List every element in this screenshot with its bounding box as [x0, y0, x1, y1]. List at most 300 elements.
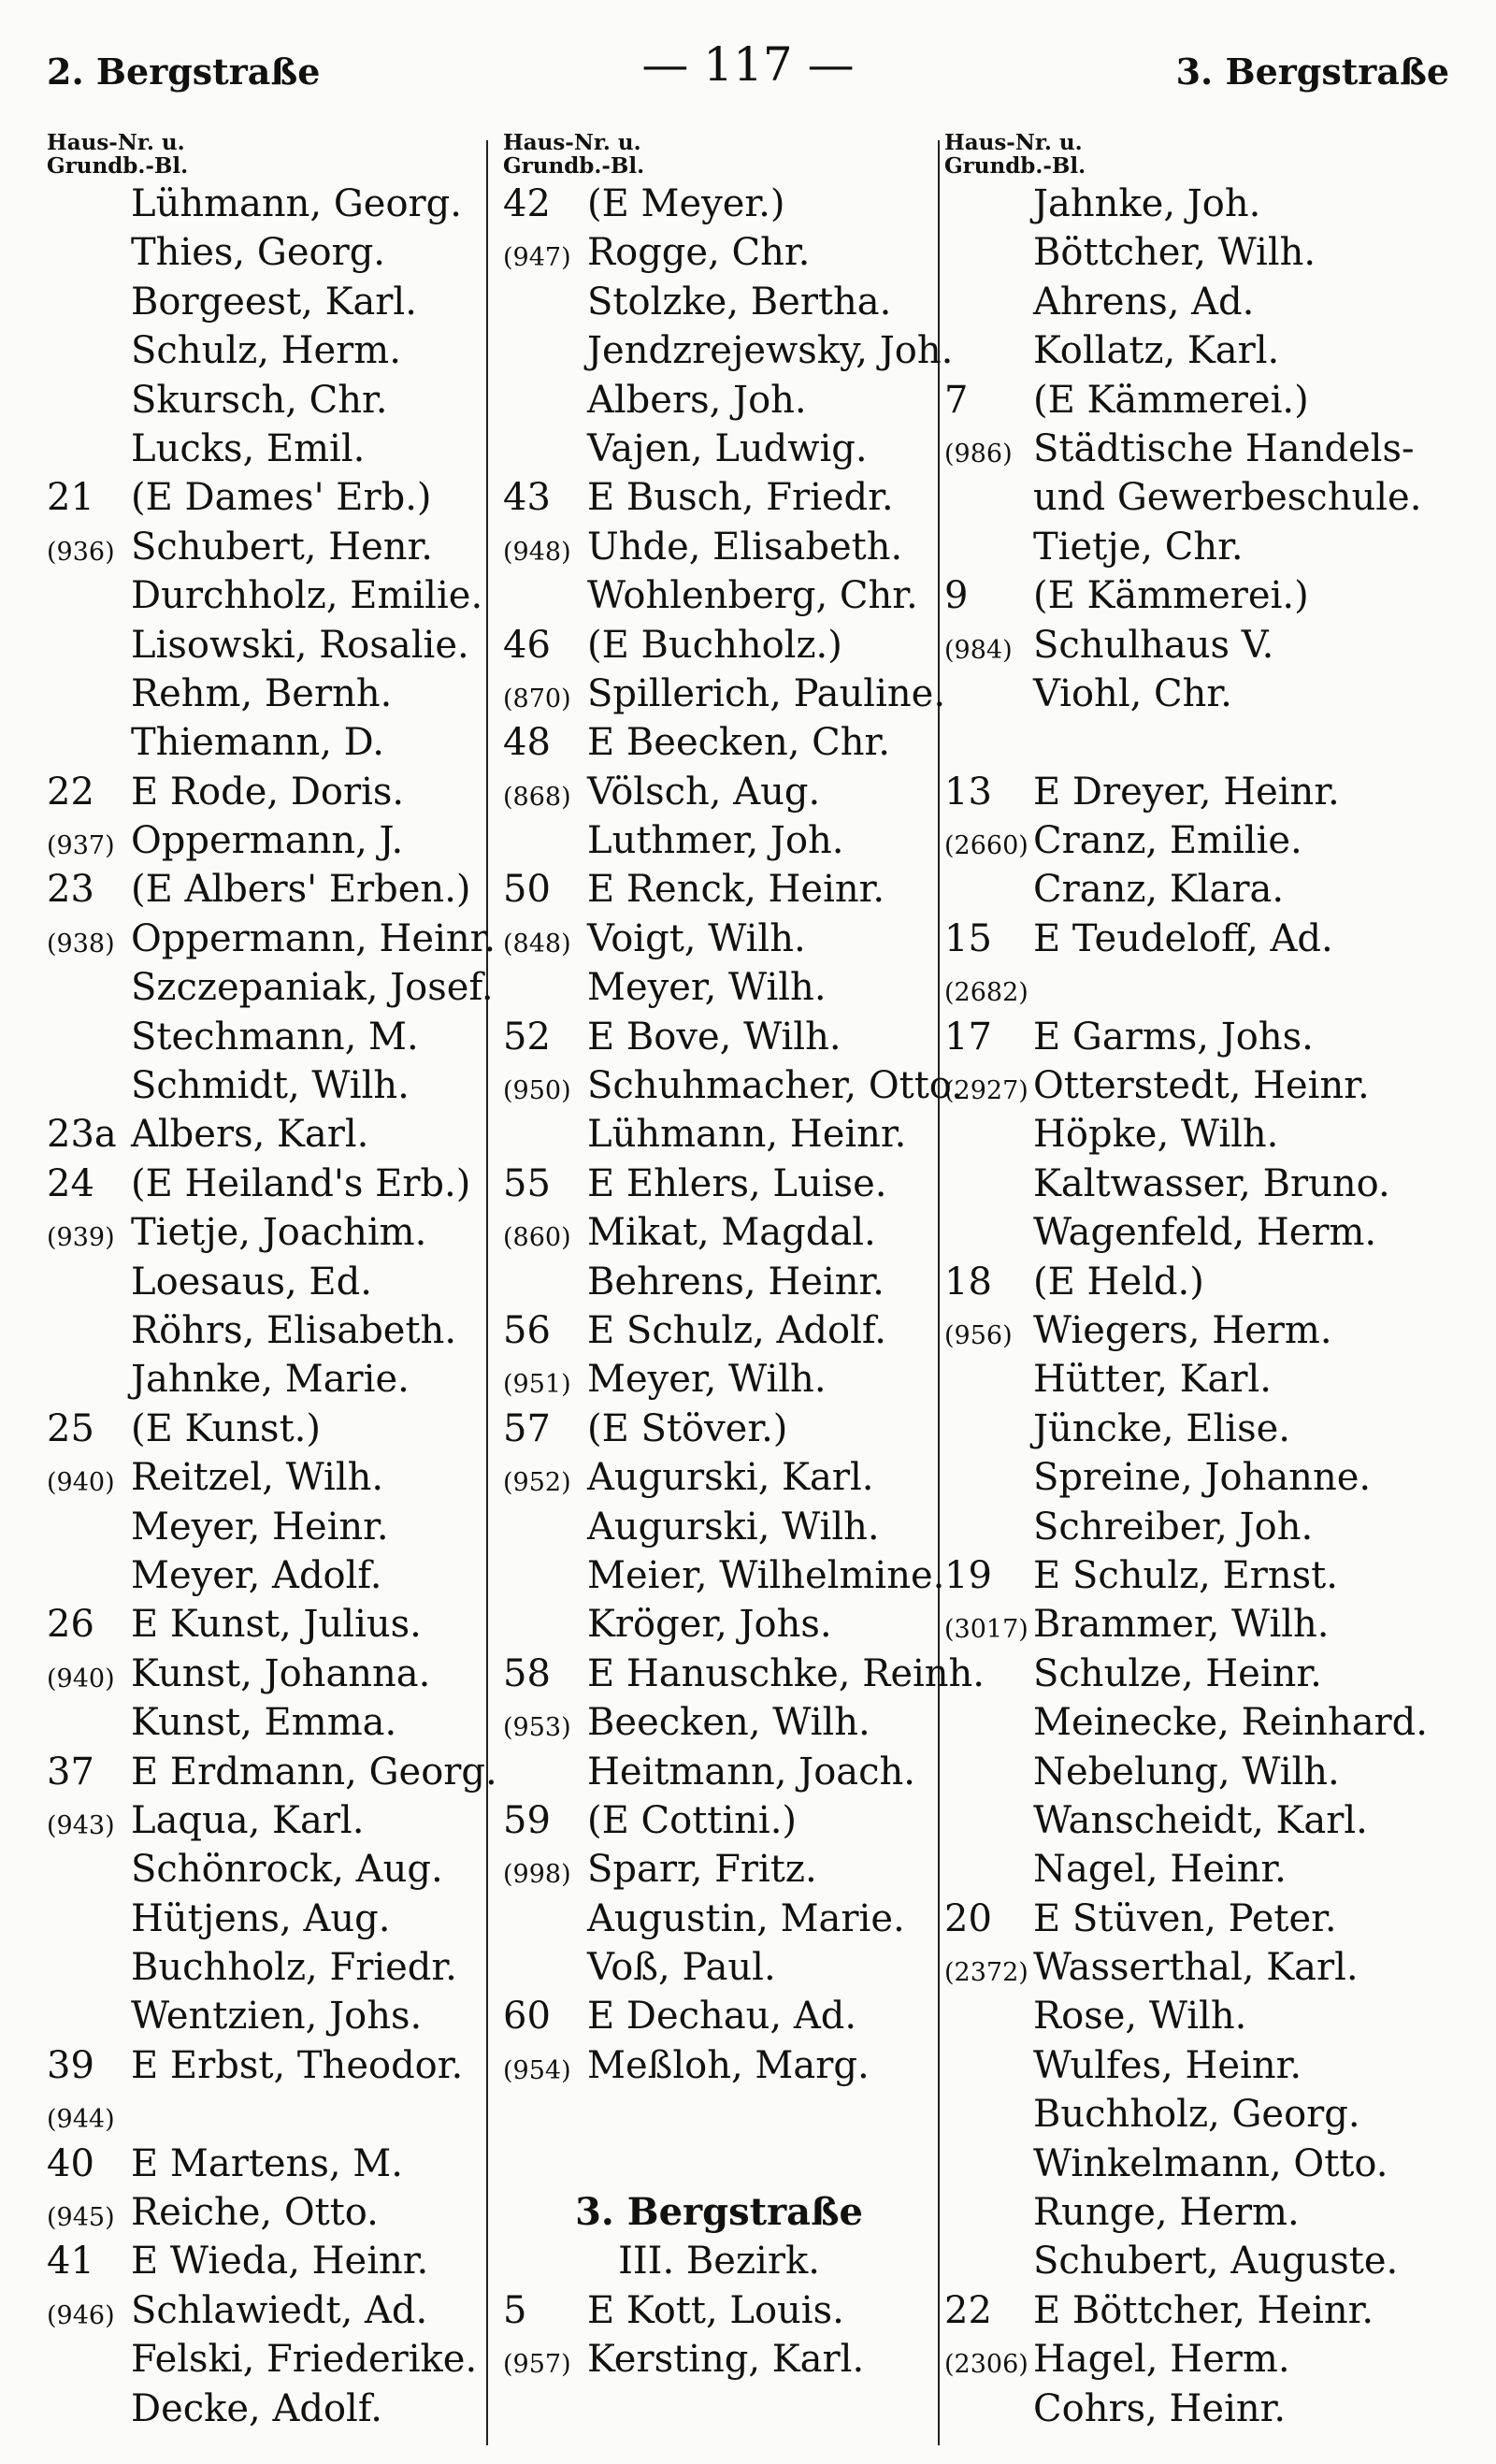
directory-entry	[503, 2286, 935, 2335]
house-number: 48	[503, 721, 551, 765]
resident-name: E Schulz, Ernst.	[1033, 1553, 1338, 1597]
resident-name: Brammer, Wilh.	[1033, 1603, 1330, 1647]
house-number: 55	[503, 1161, 551, 1205]
house-number: 24	[47, 1161, 94, 1205]
grundbuch-number: (868)	[503, 782, 571, 812]
resident-name: Rehm, Bernh.	[131, 671, 393, 715]
resident-name: Albers, Joh.	[587, 378, 807, 422]
resident-name: (E Kämmerei.)	[1033, 378, 1309, 422]
directory-entry	[944, 278, 1463, 326]
resident-name: E Kunst, Julius.	[131, 1603, 422, 1647]
directory-entry	[944, 1061, 1463, 1110]
directory-entry	[944, 1698, 1463, 1747]
grundbuch-number: (952)	[503, 1468, 571, 1498]
house-number: 39	[47, 2043, 94, 2087]
directory-entry	[47, 1503, 482, 1551]
house-number: 41	[47, 2240, 94, 2284]
house-number: 58	[503, 1651, 551, 1695]
district-label	[503, 2237, 935, 2285]
directory-entry	[47, 1160, 482, 1208]
resident-name: Kröger, Johs.	[587, 1603, 832, 1647]
directory-entry	[503, 228, 935, 277]
directory-entry	[503, 1258, 935, 1306]
directory-entry	[503, 1748, 935, 1796]
house-number: 25	[47, 1406, 94, 1450]
directory-entry	[944, 2090, 1463, 2139]
directory-entry	[47, 473, 482, 522]
resident-name: E Rode, Doris.	[131, 770, 405, 814]
house-number: 57	[503, 1406, 551, 1450]
directory-entry	[47, 1355, 482, 1404]
resident-name: E Wieda, Heinr.	[131, 2240, 429, 2284]
grundbuch-number: (954)	[503, 2055, 571, 2085]
directory-entry	[47, 2237, 482, 2285]
directory-entry	[503, 523, 935, 571]
directory-entry	[503, 1796, 935, 1845]
house-number: 22	[47, 770, 94, 814]
resident-name: Albers, Karl.	[131, 1113, 369, 1157]
directory-entry	[47, 718, 482, 767]
resident-name: (E Dames' Erb.)	[131, 476, 432, 520]
resident-name: Meßloh, Marg.	[587, 2043, 870, 2087]
resident-name: Durchholz, Emilie.	[131, 574, 483, 618]
resident-name: Decke, Adolf.	[131, 2386, 382, 2430]
directory-entry	[503, 1061, 963, 1110]
directory-entry	[47, 2335, 482, 2384]
grundbuch-number: (940)	[47, 1468, 115, 1498]
directory-entry	[47, 816, 482, 865]
running-head-right: 3. Bergstraße	[1175, 50, 1449, 93]
resident-name: Viohl, Chr.	[1033, 671, 1232, 715]
resident-name: E Beecken, Chr.	[587, 721, 890, 765]
directory-entry	[944, 2140, 1463, 2188]
directory-entry	[47, 278, 482, 326]
directory-entry	[47, 670, 482, 718]
grundbuch-number: (938)	[47, 929, 115, 958]
house-number: 19	[944, 1553, 992, 1597]
page-number: — 117 —	[641, 37, 855, 92]
resident-name: Schuhmacher, Otto.	[587, 1064, 963, 1108]
resident-name: (E Albers' Erben.)	[131, 868, 471, 912]
resident-name: Tietje, Joachim.	[131, 1211, 427, 1255]
directory-entry	[944, 865, 1463, 914]
resident-name: Winkelmann, Otto.	[1033, 2141, 1388, 2185]
resident-name: Cranz, Klara.	[1033, 868, 1285, 912]
column-header-line-1: Haus-Nr. u.	[944, 130, 1083, 155]
house-number: 42	[503, 182, 551, 225]
directory-entry	[47, 1845, 482, 1894]
house-number: 21	[47, 476, 94, 520]
house-number: 23a	[47, 1113, 117, 1157]
resident-name: E Erdmann, Georg.	[131, 1750, 497, 1794]
resident-name: Felski, Friederike.	[131, 2338, 478, 2382]
resident-name: Schlawiedt, Ad.	[131, 2288, 428, 2332]
directory-entry	[503, 1110, 935, 1159]
directory-entry	[47, 2286, 482, 2335]
directory-entry	[944, 1208, 1463, 1257]
resident-name: Jahnke, Marie.	[131, 1358, 410, 1402]
directory-entry	[944, 1013, 1463, 1061]
directory-entry	[503, 1503, 935, 1551]
resident-name: Laqua, Karl.	[131, 1798, 365, 1842]
column-header-line-1: Haus-Nr. u.	[47, 130, 185, 155]
directory-entry	[503, 326, 954, 375]
resident-name: Voß, Paul.	[587, 1946, 776, 1990]
directory-entry	[47, 1061, 482, 1110]
resident-name: Voigt, Wilh.	[587, 916, 806, 960]
resident-name: Borgeest, Karl.	[131, 280, 417, 324]
resident-name: (E Stöver.)	[587, 1406, 788, 1450]
directory-entry	[47, 523, 482, 571]
resident-name: Wanscheidt, Karl.	[1033, 1798, 1368, 1842]
resident-name: Skursch, Chr.	[131, 378, 388, 422]
directory-entry	[47, 2385, 482, 2433]
column-header	[944, 131, 1463, 180]
section-heading	[503, 2188, 935, 2237]
grundbuch-number: (2660)	[944, 831, 1028, 861]
directory-entry	[47, 963, 494, 1012]
column-header	[47, 131, 482, 180]
directory-entry	[47, 1405, 482, 1453]
resident-name: Lucks, Emil.	[131, 426, 366, 470]
directory-entry	[944, 621, 1463, 670]
resident-name: (E Held.)	[1033, 1260, 1204, 1304]
resident-name: E Hanuschke, Reinh.	[587, 1651, 985, 1695]
resident-name: Böttcher, Wilh.	[1033, 231, 1316, 275]
house-number: 59	[503, 1798, 551, 1842]
directory-entry	[47, 180, 482, 228]
grundbuch-number: (943)	[47, 1810, 115, 1840]
directory-entry	[47, 2140, 482, 2188]
directory-entry	[503, 816, 935, 865]
directory-entry	[503, 1405, 935, 1453]
directory-entry	[944, 816, 1463, 865]
resident-name: E Renck, Heinr.	[587, 868, 885, 912]
directory-entry	[944, 1845, 1463, 1894]
resident-name: E Stüven, Peter.	[1033, 1896, 1337, 1940]
directory-entry	[944, 2385, 1463, 2433]
house-number: 18	[944, 1260, 992, 1304]
resident-name: Nagel, Heinr.	[1033, 1848, 1287, 1892]
directory-entry	[944, 1453, 1463, 1502]
directory-entry	[47, 915, 496, 963]
resident-name: E Kott, Louis.	[587, 2288, 844, 2332]
directory-entry	[944, 1355, 1463, 1404]
directory-entry	[944, 1992, 1463, 2040]
resident-name: E Schulz, Adolf.	[587, 1308, 886, 1352]
grundbuch-number: (947)	[503, 243, 571, 273]
blank-line	[944, 718, 1463, 767]
resident-name: Wentzien, Johs.	[131, 1995, 423, 2039]
directory-entry	[47, 1992, 482, 2040]
directory-entry	[47, 2188, 482, 2237]
resident-name: und Gewerbeschule.	[1033, 476, 1422, 520]
directory-entry	[47, 1796, 482, 1845]
resident-name: Oppermann, J.	[131, 819, 404, 863]
resident-name: Szczepaniak, Josef.	[131, 966, 494, 1010]
resident-name: E Erbst, Theodor.	[131, 2043, 464, 2087]
directory-entry	[503, 915, 935, 963]
house-number: 7	[944, 378, 969, 422]
resident-name: Stechmann, M.	[131, 1015, 419, 1059]
directory-entry	[503, 670, 946, 718]
directory-entry	[503, 1698, 935, 1747]
directory-entry	[503, 1355, 935, 1404]
directory-entry	[47, 768, 482, 816]
resident-name: Beecken, Wilh.	[587, 1701, 870, 1745]
column-divider-2	[938, 140, 940, 2445]
directory-entry	[47, 1258, 482, 1306]
resident-name: Kersting, Karl.	[587, 2338, 865, 2382]
directory-entry	[503, 718, 935, 767]
resident-name: Buchholz, Georg.	[1033, 2093, 1360, 2137]
resident-name: Mikat, Magdal.	[587, 1211, 876, 1255]
directory-entry	[944, 670, 1463, 718]
directory-entry	[944, 1306, 1463, 1355]
house-number: 17	[944, 1015, 992, 1059]
resident-name: Otterstedt, Heinr.	[1033, 1064, 1370, 1108]
house-number: 50	[503, 868, 551, 912]
resident-name: Kunst, Emma.	[131, 1701, 397, 1745]
house-number: 22	[944, 2288, 992, 2332]
column-divider-1	[486, 140, 488, 2445]
directory-entry	[47, 1698, 482, 1747]
directory-entry	[503, 1306, 935, 1355]
directory-entry	[503, 425, 935, 473]
grundbuch-number: (860)	[503, 1223, 571, 1253]
house-number: 13	[944, 770, 992, 814]
resident-name: Augurski, Karl.	[587, 1456, 874, 1500]
resident-name: Ahrens, Ad.	[1033, 280, 1255, 324]
resident-name: Spillerich, Pauline.	[587, 671, 946, 715]
directory-entry	[503, 865, 935, 914]
resident-name: Luthmer, Joh.	[587, 819, 844, 863]
resident-name: Buchholz, Friedr.	[131, 1946, 457, 1990]
directory-entry	[503, 2335, 935, 2384]
column-header	[503, 131, 935, 180]
resident-name: Hütter, Karl.	[1033, 1358, 1272, 1402]
house-number: 5	[503, 2288, 527, 2332]
directory-entry	[503, 2041, 935, 2090]
column-1	[47, 130, 497, 2441]
directory-entry	[944, 1503, 1463, 1551]
grundbuch-number: (937)	[47, 831, 115, 861]
directory-entry	[503, 1453, 935, 1502]
resident-name: Schönrock, Aug.	[131, 1848, 443, 1892]
directory-entry	[47, 865, 482, 914]
resident-name: (E Buchholz.)	[587, 623, 842, 667]
resident-name: Jüncke, Elise.	[1033, 1406, 1290, 1450]
house-number: 40	[47, 2141, 94, 2185]
resident-name: Schmidt, Wilh.	[131, 1064, 410, 1108]
resident-name: Kunst, Johanna.	[131, 1651, 431, 1695]
resident-name: (E Kunst.)	[131, 1406, 321, 1450]
directory-entry	[47, 1748, 497, 1796]
resident-name: E Ehlers, Luise.	[587, 1161, 887, 1205]
resident-name: Rose, Wilh.	[1033, 1995, 1247, 2039]
resident-name: E Garms, Johs.	[1033, 1015, 1314, 1059]
directory-entry	[503, 180, 935, 228]
resident-name: (E Meyer.)	[587, 182, 785, 225]
section-title: 3. Bergstraße	[575, 2190, 863, 2235]
resident-name: Augustin, Marie.	[587, 1896, 905, 1940]
resident-name: Wulfes, Heinr.	[1033, 2043, 1302, 2087]
resident-name: E Dreyer, Heinr.	[1033, 770, 1340, 814]
grundbuch-number: (945)	[47, 2203, 115, 2233]
house-number: 26	[47, 1603, 94, 1647]
directory-entry	[503, 278, 935, 326]
resident-name: Röhrs, Elisabeth.	[131, 1308, 457, 1352]
running-head-left: 2. Bergstraße	[47, 50, 321, 93]
directory-entry	[503, 376, 935, 425]
resident-name: Meier, Wilhelmine.	[587, 1553, 945, 1597]
grundbuch-number: (944)	[47, 2105, 115, 2135]
directory-entry	[944, 1258, 1463, 1306]
column-header-line-2: Grundb.-Bl.	[503, 153, 645, 179]
column-header-line-2: Grundb.-Bl.	[944, 153, 1086, 179]
resident-name: Wasserthal, Karl.	[1033, 1946, 1359, 1990]
directory-entry	[944, 1600, 1463, 1649]
house-number: 43	[503, 476, 551, 520]
grundbuch-number: (951)	[503, 1370, 571, 1400]
directory-entry	[47, 1306, 482, 1355]
resident-name: Schubert, Auguste.	[1033, 2240, 1399, 2284]
directory-entry	[944, 1405, 1463, 1453]
grundbuch-number: (2682)	[944, 978, 1028, 1008]
directory-entry	[944, 2286, 1463, 2335]
resident-name: Rogge, Chr.	[587, 231, 811, 275]
directory-entry	[47, 1650, 482, 1698]
directory-entry	[944, 2188, 1463, 2237]
resident-name: Meyer, Heinr.	[131, 1505, 389, 1549]
resident-name: Kollatz, Karl.	[1033, 329, 1280, 373]
resident-name: Thiemann, D.	[131, 721, 384, 765]
resident-name: Lisowski, Rosalie.	[131, 623, 469, 667]
resident-name: Meinecke, Reinhard.	[1033, 1701, 1428, 1745]
directory-entry	[503, 473, 935, 522]
directory-entry	[944, 180, 1463, 228]
resident-name: Oppermann, Heinr.	[131, 916, 496, 960]
resident-name: Heitmann, Joach.	[587, 1750, 915, 1794]
resident-name: Hagel, Herm.	[1033, 2338, 1290, 2382]
resident-name: Runge, Herm.	[1033, 2191, 1300, 2235]
resident-name: Wiegers, Herm.	[1033, 1308, 1332, 1352]
resident-name: Tietje, Chr.	[1033, 525, 1244, 569]
directory-entry	[47, 376, 482, 425]
directory-entry	[944, 768, 1463, 816]
page-header	[0, 37, 1496, 103]
directory-entry	[503, 1845, 935, 1894]
directory-entry	[503, 1551, 945, 1600]
resident-name: Höpke, Wilh.	[1033, 1113, 1279, 1157]
directory-entry	[944, 915, 1463, 963]
grundbuch-number: (950)	[503, 1076, 571, 1106]
resident-name: Meyer, Wilh.	[587, 966, 827, 1010]
grundbuch-number: (870)	[503, 684, 571, 713]
resident-name: Schulze, Heinr.	[1033, 1651, 1322, 1695]
resident-name: (E Heiland's Erb.)	[131, 1161, 471, 1205]
resident-name: Nebelung, Wilh.	[1033, 1750, 1340, 1794]
directory-entry	[944, 523, 1463, 571]
grundbuch-number: (3017)	[944, 1615, 1028, 1645]
house-number: 60	[503, 1995, 551, 2039]
directory-entry	[47, 1453, 482, 1502]
directory-entry	[503, 1208, 935, 1257]
directory-entry	[944, 228, 1463, 277]
house-number: 56	[503, 1308, 551, 1352]
house-number: 9	[944, 574, 969, 618]
resident-name: Völsch, Aug.	[587, 770, 821, 814]
directory-entry	[944, 1895, 1463, 1943]
directory-entry	[944, 1748, 1463, 1796]
resident-name: Schubert, Henr.	[131, 525, 433, 569]
directory-entry	[47, 228, 482, 277]
resident-name: Lühmann, Georg.	[131, 182, 462, 225]
directory-entry	[503, 621, 935, 670]
directory-entry	[503, 1943, 935, 1992]
column-3	[944, 131, 1463, 2441]
grundbuch-number: (946)	[47, 2300, 115, 2330]
resident-name: Meyer, Adolf.	[131, 1553, 382, 1597]
house-number: 15	[944, 916, 992, 960]
house-number: 23	[47, 868, 94, 912]
house-number: 46	[503, 623, 551, 667]
grundbuch-number: (953)	[503, 1713, 571, 1743]
directory-entry	[47, 1600, 482, 1649]
resident-name: Loesaus, Ed.	[131, 1260, 372, 1304]
directory-entry	[944, 1160, 1463, 1208]
grundbuch-number: (956)	[944, 1320, 1013, 1350]
directory-entry	[47, 1551, 482, 1600]
resident-name: E Bove, Wilh.	[587, 1015, 842, 1059]
resident-name: Jendzrejewsky, Joh.	[587, 329, 954, 373]
blank-line	[503, 2090, 935, 2139]
grundbuch-number: (939)	[47, 1223, 115, 1253]
resident-name: Sparr, Fritz.	[587, 1848, 817, 1892]
resident-name: Jahnke, Joh.	[1033, 182, 1261, 225]
directory-entry	[944, 2237, 1463, 2285]
directory-entry	[503, 1895, 935, 1943]
directory-entry	[503, 1600, 935, 1649]
directory-entry	[47, 571, 482, 620]
grundbuch-number: (986)	[944, 439, 1013, 468]
resident-name: Spreine, Johanne.	[1033, 1456, 1372, 1500]
directory-entry	[47, 1208, 482, 1257]
directory-entry	[944, 963, 1463, 1012]
directory-entry	[944, 1110, 1463, 1159]
directory-entry	[503, 1650, 985, 1698]
directory-entry	[47, 1895, 482, 1943]
resident-name: Meyer, Wilh.	[587, 1358, 827, 1402]
directory-entry	[944, 376, 1463, 425]
resident-name: (E Cottini.)	[587, 1798, 798, 1842]
directory-entry	[47, 621, 482, 670]
resident-name: Behrens, Heinr.	[587, 1260, 885, 1304]
grundbuch-number: (940)	[47, 1664, 115, 1693]
directory-entry	[944, 425, 1463, 473]
directory-entry	[944, 2041, 1463, 2090]
resident-name: E Dechau, Ad.	[587, 1995, 857, 2039]
directory-entry	[944, 473, 1463, 522]
resident-name: Vajen, Ludwig.	[587, 426, 868, 470]
grundbuch-number: (948)	[503, 537, 571, 567]
resident-name: Cohrs, Heinr.	[1033, 2386, 1287, 2430]
resident-name: Wagenfeld, Herm.	[1033, 1211, 1377, 1255]
resident-name: Lühmann, Heinr.	[587, 1113, 907, 1157]
resident-name: Hütjens, Aug.	[131, 1896, 391, 1940]
resident-name: E Böttcher, Heinr.	[1033, 2288, 1374, 2332]
grundbuch-number: (936)	[47, 537, 115, 567]
